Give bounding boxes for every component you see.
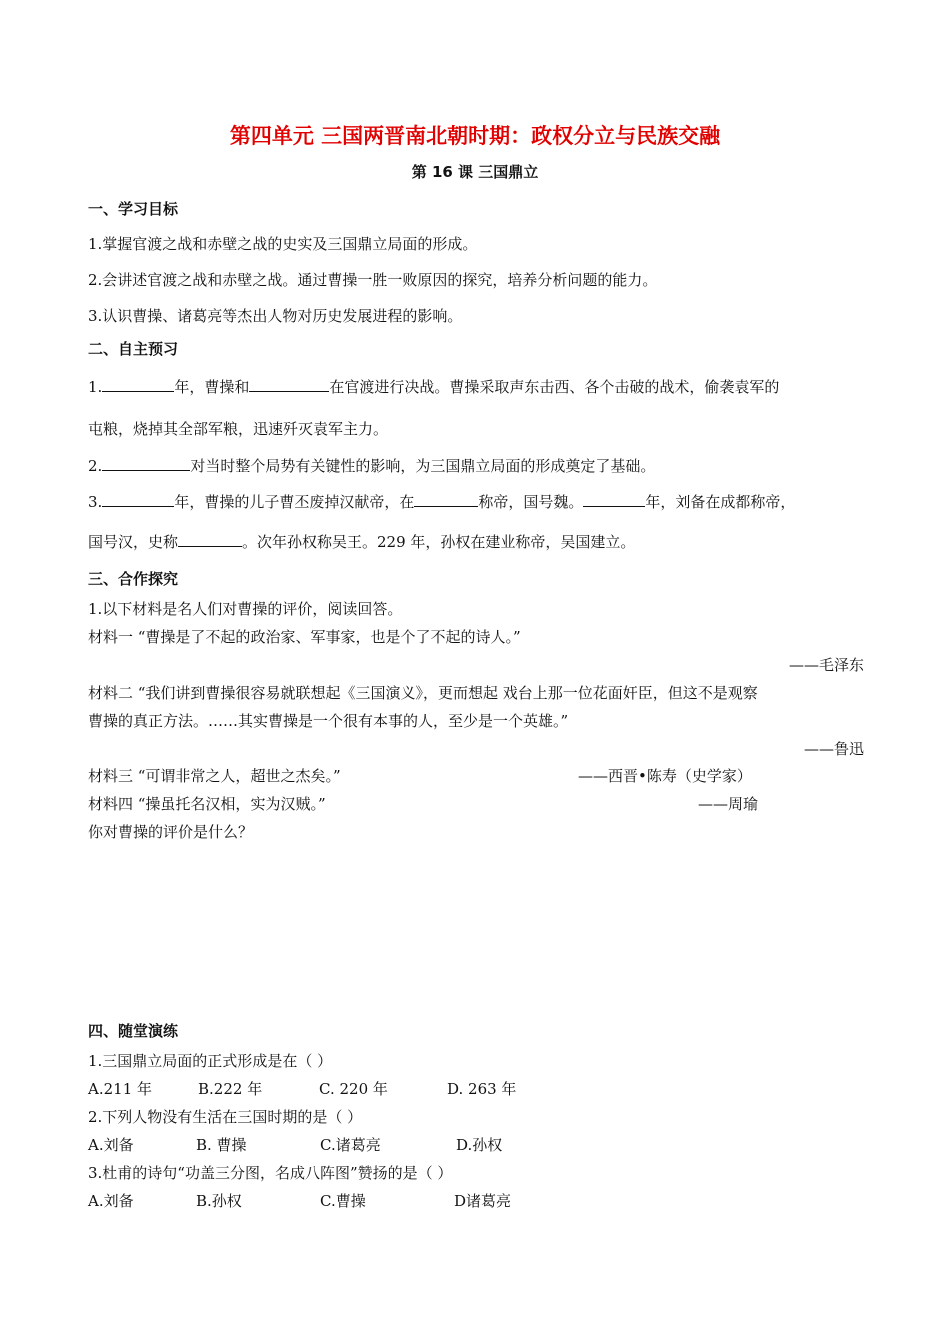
lesson-title: 第 16 课 三国鼎立 xyxy=(411,163,539,181)
objective-item: 3.认识曹操、诸葛亮等杰出人物对历史发展进程的影响。 xyxy=(88,307,463,325)
option[interactable]: A.211 年 xyxy=(88,1080,152,1098)
material-3-attribution: ——西晋•陈寿（史学家） xyxy=(578,767,752,785)
q-text: 年，曹操和 xyxy=(174,378,250,396)
q-text: 称帝，国号魏。 xyxy=(478,493,584,511)
practice-question-2: 2.下列人物没有生活在三国时期的是（ ） xyxy=(88,1108,363,1126)
section-heading-inquiry: 三、合作探究 xyxy=(88,570,179,588)
material-1: 材料一 “曹操是了不起的政治家、军事家，也是个了不起的诗人。” xyxy=(88,628,521,646)
option[interactable]: A.刘备 xyxy=(88,1136,134,1154)
q-number: 3. xyxy=(88,493,103,511)
section-heading-objectives: 一、学习目标 xyxy=(88,200,179,218)
answer-blank[interactable] xyxy=(249,376,329,392)
answer-blank[interactable] xyxy=(102,376,174,392)
answer-blank[interactable] xyxy=(102,491,174,507)
q-text: 年，刘备在成都称帝， xyxy=(645,493,796,511)
option[interactable]: A.刘备 xyxy=(88,1192,134,1210)
unit-title: 第四单元 三国两晋南北朝时期：政权分立与民族交融 xyxy=(229,124,721,148)
material-4-attribution: ——周瑜 xyxy=(698,795,759,813)
option[interactable]: B. 曹操 xyxy=(196,1136,247,1154)
option[interactable]: C. 220 年 xyxy=(319,1080,388,1098)
preview-question-2 xyxy=(88,455,655,476)
option[interactable]: C.诸葛亮 xyxy=(320,1136,381,1154)
answer-blank[interactable] xyxy=(583,491,645,507)
option[interactable]: C.曹操 xyxy=(320,1192,366,1210)
preview-question-3 xyxy=(88,491,795,512)
inquiry-question: 你对曹操的评价是什么？ xyxy=(88,823,254,841)
objective-item: 2.会讲述官渡之战和赤壁之战。通过曹操一胜一败原因的探究，培养分析问题的能力。 xyxy=(88,271,658,289)
q-text: 国号汉，史称 xyxy=(88,533,179,551)
answer-blank[interactable] xyxy=(102,455,190,471)
material-3: 材料三 “可谓非常之人，超世之杰矣。” xyxy=(88,767,341,785)
option[interactable]: D.孙权 xyxy=(456,1136,503,1154)
answer-blank[interactable] xyxy=(414,491,478,507)
objective-item: 1.掌握官渡之战和赤壁之战的史实及三国鼎立局面的形成。 xyxy=(88,235,478,253)
option[interactable]: B.222 年 xyxy=(198,1080,263,1098)
material-2-line1: 材料二 “我们讲到曹操很容易就联想起《三国演义》，更而想起 戏台上那一位花面奸臣，但这不是观察 xyxy=(88,684,758,702)
section-heading-practice: 四、随堂演练 xyxy=(88,1022,179,1040)
answer-blank[interactable] xyxy=(178,531,242,547)
inquiry-intro: 1.以下材料是名人们对曹操的评价，阅读回答。 xyxy=(88,600,403,618)
option[interactable]: D. 263 年 xyxy=(447,1080,517,1098)
q-text: 对当时整个局势有关键性的影响，为三国鼎立局面的形成奠定了基础。 xyxy=(190,457,656,475)
q-number: 2. xyxy=(88,457,103,475)
practice-question-1: 1.三国鼎立局面的正式形成是在（ ） xyxy=(88,1052,333,1070)
material-1-attribution: ——毛泽东 xyxy=(788,656,864,674)
preview-question-1 xyxy=(88,376,779,397)
material-2-attribution: ——鲁迅 xyxy=(803,740,864,758)
option[interactable]: B.孙权 xyxy=(196,1192,242,1210)
practice-question-3: 3.杜甫的诗句“功盖三分图，名成八阵图”赞扬的是（ ） xyxy=(88,1164,453,1182)
material-2-line2: 曹操的真正方法。……其实曹操是一个很有本事的人，至少是一个英雄。” xyxy=(88,712,569,730)
option[interactable]: D诸葛亮 xyxy=(454,1192,512,1210)
q-number: 1. xyxy=(88,378,103,396)
material-4: 材料四 “操虽托名汉相，实为汉贼。” xyxy=(88,795,326,813)
q-text: 。次年孙权称吴王。229 年，孙权在建业称帝，吴国建立。 xyxy=(242,533,636,551)
preview-question-3-line2 xyxy=(88,531,635,552)
q-text: 在官渡进行决战。曹操采取声东击西、各个击破的战术，偷袭袁军的 xyxy=(329,378,780,396)
section-heading-preview: 二、自主预习 xyxy=(88,340,179,358)
preview-question-1-line2: 屯粮，烧掉其全部军粮，迅速歼灭袁军主力。 xyxy=(88,420,389,438)
q-text: 年，曹操的儿子曹丕废掉汉献帝，在 xyxy=(174,493,415,511)
